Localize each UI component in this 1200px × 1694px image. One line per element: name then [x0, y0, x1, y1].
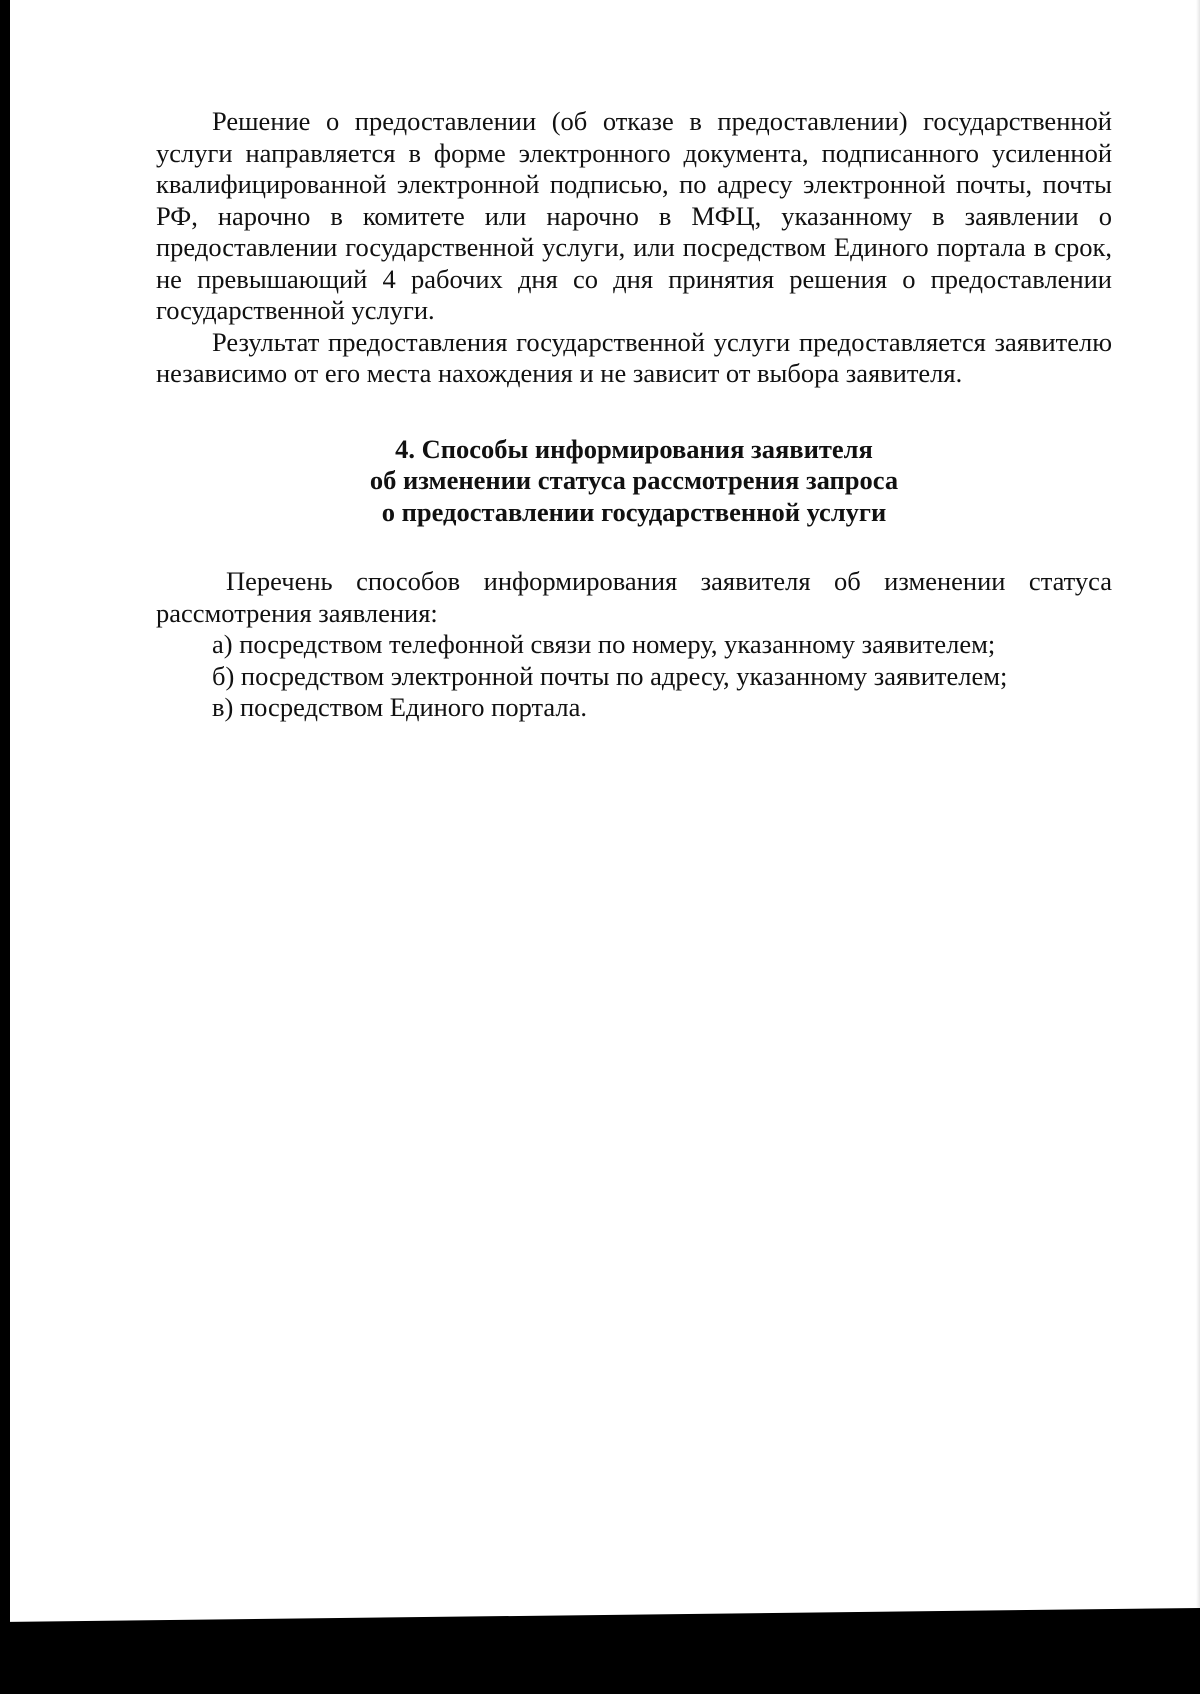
methods-list	[156, 629, 1112, 724]
scan-border-left	[0, 0, 10, 1694]
section-heading-line-3: о предоставлении государственной услуги	[381, 496, 887, 527]
notification-methods	[156, 566, 1112, 724]
paragraph-decision-delivery: Решение о предоставлении (об отказе в предоставлении) государственной услуги направляется в форме электронного документа, подписанного усиленной квалифицированной электронной подписью, по адресу электронной почты, почты РФ, нарочно в комитете или нарочно в МФЦ, указанному в заявлении о предоставлении государственной услуги, или посредством Единого портала в срок, не превышающий 4 рабочих дня со дня принятия решения о предоставлении государственной услуги.	[156, 106, 1112, 325]
methods-intro: Перечень способов информирования заявителя об изменении статуса рассмотрения заявления:	[156, 566, 1112, 628]
section-heading-line-2: об изменении статуса рассмотрения запроса	[369, 465, 899, 495]
method-email: б) посредством электронной почты по адресу, указанному заявителем;	[212, 660, 1008, 691]
method-portal: в) посредством Единого портала.	[212, 692, 587, 722]
method-phone: а) посредством телефонной связи по номеру, указанному заявителем;	[212, 629, 996, 659]
document-body	[156, 106, 1112, 724]
scan-border-bottom	[0, 1608, 1200, 1694]
section-heading	[156, 434, 1112, 529]
paragraph-result-delivery: Результат предоставления государственной услуги предоставляется заявителю независимо от его места нахождения и не зависит от выбора заявителя.	[156, 326, 1112, 388]
scan-border-right	[1196, 0, 1200, 1694]
section-heading-line-1: 4. Способы информирования заявителя	[395, 433, 873, 464]
